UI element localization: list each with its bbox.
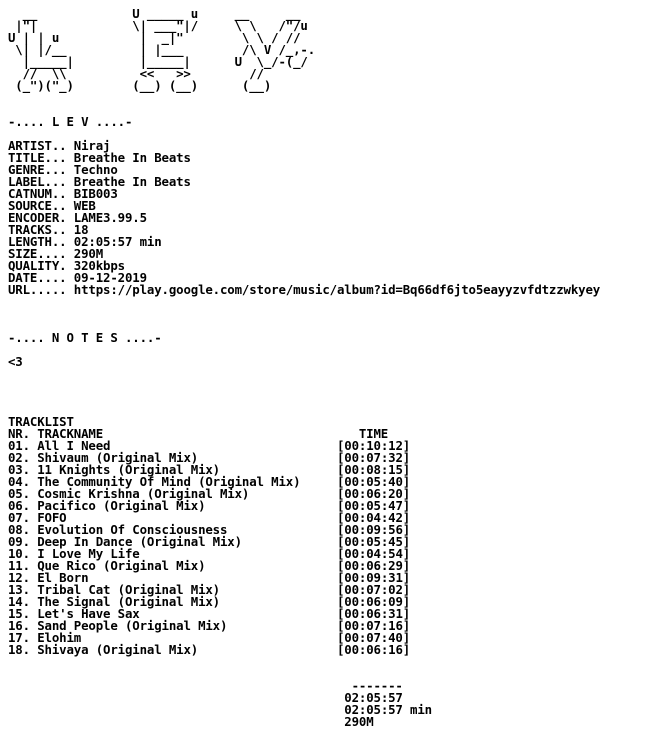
track-number: 16. (8, 618, 30, 633)
tracklist-title: TRACKLIST (8, 414, 74, 429)
track-name: Deep In Dance (Original Mix) (37, 534, 242, 549)
track-number: 05. (8, 486, 30, 501)
track-name: FOFO (37, 510, 67, 525)
info-row (8, 188, 600, 200)
summary-total-length: 02:05:57 min (344, 702, 432, 717)
summary-rule: ------- (351, 678, 403, 693)
info-value: Breathe In Beats (73, 150, 191, 165)
logo-line: (_")("_) (__) (__) (__) (8, 78, 272, 93)
info-key: URL..... (8, 282, 67, 297)
logo-line: |"| \| ___"|/ \ \ /"/u (8, 18, 308, 33)
track-time: [00:07:02] (336, 582, 411, 597)
info-value: LAME3.99.5 (73, 210, 147, 225)
info-key: LABEL... (8, 174, 67, 189)
track-number: 08. (8, 522, 30, 537)
track-number: 06. (8, 498, 30, 513)
track-time: [00:04:54] (336, 546, 411, 561)
track-time: [00:06:09] (336, 594, 411, 609)
track-name: Tribal Cat (Original Mix) (37, 582, 220, 597)
info-value: Niraj (73, 138, 111, 153)
track-time: [00:09:31] (336, 570, 411, 585)
info-key: TRACKS.. (8, 222, 67, 237)
nfo-document (8, 8, 600, 728)
track-time: [00:05:40] (336, 474, 411, 489)
info-row (8, 284, 600, 296)
header-divider: -.... L E V ....- (8, 114, 133, 129)
track-number: 09. (8, 534, 30, 549)
track-time: [00:06:29] (336, 558, 411, 573)
track-name: The Signal (Original Mix) (37, 594, 220, 609)
track-name: Pacifico (Original Mix) (37, 498, 206, 513)
track-number: 17. (8, 630, 30, 645)
track-number: 12. (8, 570, 30, 585)
notes-divider: -.... N O T E S ....- (8, 330, 162, 345)
track-time: [00:08:15] (336, 462, 411, 477)
track-time: [00:06:20] (336, 486, 411, 501)
track-number: 04. (8, 474, 30, 489)
track-number: 02. (8, 450, 30, 465)
track-time: [00:06:16] (336, 642, 411, 657)
info-value: 02:05:57 min (73, 234, 162, 249)
track-name: The Community Of Mind (Original Mix) (37, 474, 301, 489)
info-key: ARTIST.. (8, 138, 67, 153)
track-time: [00:06:31] (336, 606, 411, 621)
info-key: LENGTH.. (8, 234, 67, 249)
summary-total-time: 02:05:57 (344, 690, 403, 705)
info-value: 18 (73, 222, 89, 237)
logo-line: // \\ << >> // (8, 66, 264, 81)
track-number: 13. (8, 582, 30, 597)
track-row (8, 644, 600, 656)
track-time: [00:10:12] (336, 438, 411, 453)
info-key: SOURCE.. (8, 198, 67, 213)
info-key: CATNUM.. (8, 186, 67, 201)
track-name: All I Need (37, 438, 111, 453)
track-number: 07. (8, 510, 30, 525)
track-name: Shivaya (Original Mix) (37, 642, 199, 657)
track-time: [00:05:45] (336, 534, 411, 549)
track-name: Que Rico (Original Mix) (37, 558, 206, 573)
info-value: 09-12-2019 (73, 270, 147, 285)
info-value: 320kbps (73, 258, 125, 273)
info-value: WEB (73, 198, 96, 213)
track-number: 14. (8, 594, 30, 609)
tracklist-summary (8, 680, 600, 728)
info-value: Techno (73, 162, 118, 177)
track-time: [00:07:40] (336, 630, 411, 645)
track-name: Sand People (Original Mix) (37, 618, 228, 633)
track-name: Shivaum (Original Mix) (37, 450, 199, 465)
info-key: SIZE.... (8, 246, 67, 261)
info-value: 290M (73, 246, 104, 261)
track-name: Elohim (37, 630, 82, 645)
notes-text: <3 (8, 354, 23, 369)
logo-line: __ U _____ u __ __ (8, 6, 301, 21)
info-value: BIB003 (73, 186, 118, 201)
track-number: 03. (8, 462, 30, 477)
track-time: [00:07:32] (336, 450, 411, 465)
tracklist-header: NR. TRACKNAME TIME (8, 426, 389, 441)
info-key: ENCODER. (8, 210, 67, 225)
track-name: Let's Have Sax (37, 606, 140, 621)
track-number: 15. (8, 606, 30, 621)
track-name: Evolution Of Consciousness (37, 522, 228, 537)
logo-line: \| |/__ | |___ /\ V /_,-. (8, 42, 316, 57)
tracklist (8, 440, 600, 656)
info-value: Breathe In Beats (73, 174, 191, 189)
logo-line: U | | u | _|" \ \ / // (8, 30, 301, 45)
track-time: [00:04:42] (336, 510, 411, 525)
track-name: El Born (37, 570, 89, 585)
info-row (8, 212, 600, 224)
summary-total-size: 290M (344, 714, 374, 729)
track-time: [00:05:47] (336, 498, 411, 513)
info-key: QUALITY. (8, 258, 67, 273)
track-number: 11. (8, 558, 30, 573)
info-key: TITLE... (8, 150, 67, 165)
track-name: 11 Knights (Original Mix) (37, 462, 220, 477)
info-key: GENRE... (8, 162, 67, 177)
track-name: I Love My Life (37, 546, 140, 561)
info-key: DATE.... (8, 270, 67, 285)
track-number: 01. (8, 438, 30, 453)
logo-line: |_____| |_____| U \_/-(_/ (8, 54, 308, 69)
track-name: Cosmic Krishna (Original Mix) (37, 486, 250, 501)
release-info (8, 140, 600, 296)
track-number: 18. (8, 642, 30, 657)
track-time: [00:09:56] (336, 522, 411, 537)
summary-row (8, 716, 600, 728)
info-url[interactable]: https://play.google.com/store/music/album?id=Bq66df6jto5eayyzvfdtzzwkyey (73, 282, 601, 297)
track-time: [00:07:16] (336, 618, 411, 633)
track-number: 10. (8, 546, 30, 561)
